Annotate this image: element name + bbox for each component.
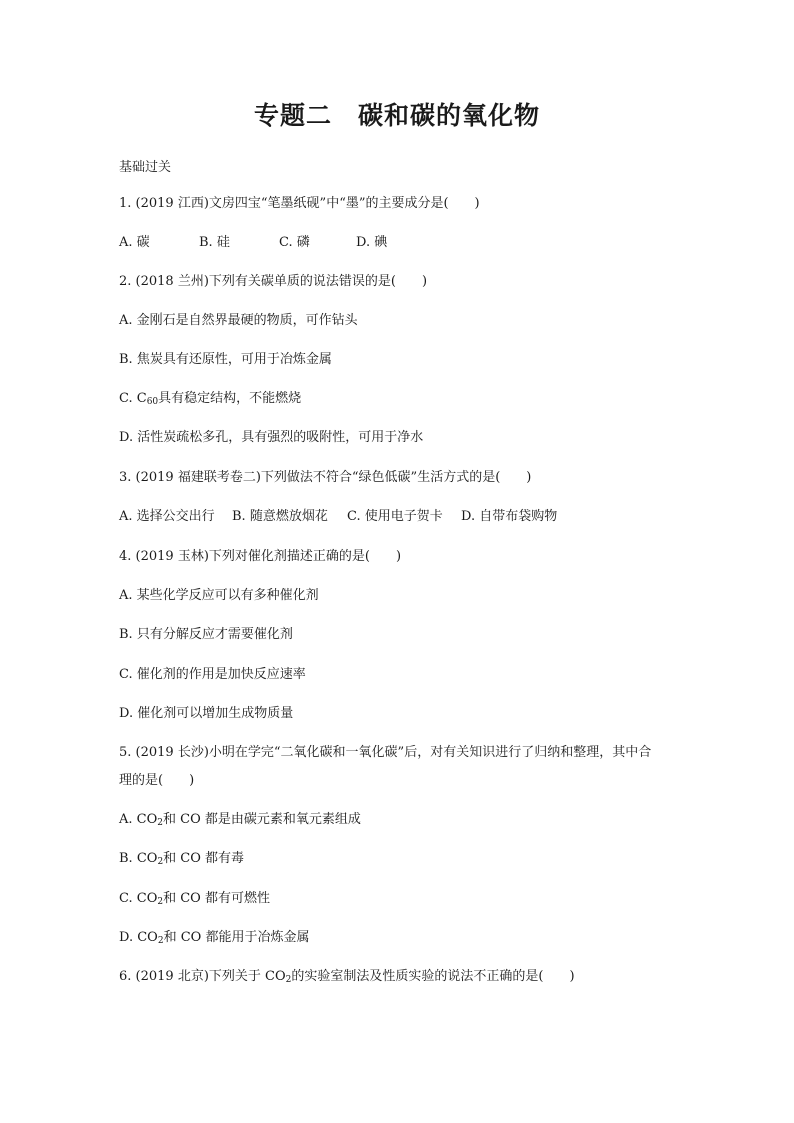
q4-option-d: D. 催化剂可以增加生成物质量 (119, 706, 294, 721)
question-2-stem: 2. (2018 兰州)下列有关碳单质的说法错误的是( ) (119, 274, 428, 289)
q2-option-a: A. 金刚石是自然界最硬的物质，可作钻头 (119, 313, 358, 328)
q2-option-c-prefix: C. C (119, 391, 147, 406)
q3-option-a: A. 选择公交出行 (119, 509, 215, 524)
question-3-stem: 3. (2019 福建联考卷二)下列做法不符合“绿色低碳”生活方式的是( ) (119, 470, 532, 485)
q1-option-c: C. 磷 (279, 235, 310, 250)
question-1-options (119, 234, 387, 252)
q6-stem-prefix: 6. (2019 北京)下列关于 CO (119, 969, 286, 984)
q5-option-b-subscript: 2 (157, 857, 164, 867)
page-title: 专题二 碳和碳的氧化物 (253, 101, 540, 130)
q5-option-d-prefix: D. CO (119, 930, 158, 945)
q1-option-a: A. 碳 (119, 235, 150, 250)
q5-option-c-subscript: 2 (157, 897, 164, 907)
q2-option-d: D. 活性炭疏松多孔，具有强烈的吸附性，可用于净水 (119, 430, 424, 445)
q5-option-a-prefix: A. CO (119, 812, 158, 827)
q2-option-c-text: 具有稳定结构，不能燃烧 (158, 391, 302, 406)
q3-option-b: B. 随意燃放烟花 (232, 509, 328, 524)
q2-option-b: B. 焦炭具有还原性，可用于冶炼金属 (119, 352, 332, 367)
q6-stem-subscript: 2 (285, 975, 292, 985)
question-5-stem-line-2: 理的是( ) (119, 773, 195, 788)
section-label: 基础过关 (119, 160, 172, 175)
q5-option-d (119, 929, 309, 947)
q3-option-c: C. 使用电子贺卡 (347, 509, 443, 524)
q2-option-c (119, 390, 301, 408)
q5-option-d-text: 和 CO 都能用于冶炼金属 (163, 930, 310, 945)
q5-option-b (119, 850, 244, 868)
q5-option-b-prefix: B. CO (119, 851, 158, 866)
q5-option-a-text: 和 CO 都是由碳元素和氧元素组成 (163, 812, 361, 827)
q5-option-a (119, 811, 361, 829)
question-3-options (119, 508, 557, 526)
question-4-stem: 4. (2019 玉林)下列对催化剂描述正确的是( ) (119, 549, 402, 564)
q3-option-d: D. 自带布袋购物 (461, 509, 558, 524)
q4-option-b: B. 只有分解反应才需要催化剂 (119, 627, 293, 642)
q5-option-d-subscript: 2 (157, 936, 164, 946)
q5-option-c (119, 890, 270, 908)
q5-option-c-prefix: C. CO (119, 891, 158, 906)
question-6-stem (119, 968, 575, 986)
q4-option-c: C. 催化剂的作用是加快反应速率 (119, 667, 306, 682)
question-5-stem-line-1: 5. (2019 长沙)小明在学完“二氧化碳和一氧化碳”后，对有关知识进行了归纳和整理，其中合 (119, 745, 652, 760)
q1-option-d: D. 碘 (356, 235, 388, 250)
q1-option-b: B. 硅 (199, 235, 230, 250)
q2-option-c-subscript: 60 (146, 397, 159, 407)
q5-option-b-text: 和 CO 都有毒 (163, 851, 245, 866)
q5-option-c-text: 和 CO 都有可燃性 (163, 891, 270, 906)
question-1-stem: 1. (2019 江西)文房四宝“笔墨纸砚”中“墨”的主要成分是( ) (119, 196, 480, 211)
q4-option-a: A. 某些化学反应可以有多种催化剂 (119, 588, 319, 603)
q5-option-a-subscript: 2 (157, 818, 163, 828)
q6-stem-text: 的实验室制法及性质实验的说法不正确的是( ) (291, 969, 575, 984)
